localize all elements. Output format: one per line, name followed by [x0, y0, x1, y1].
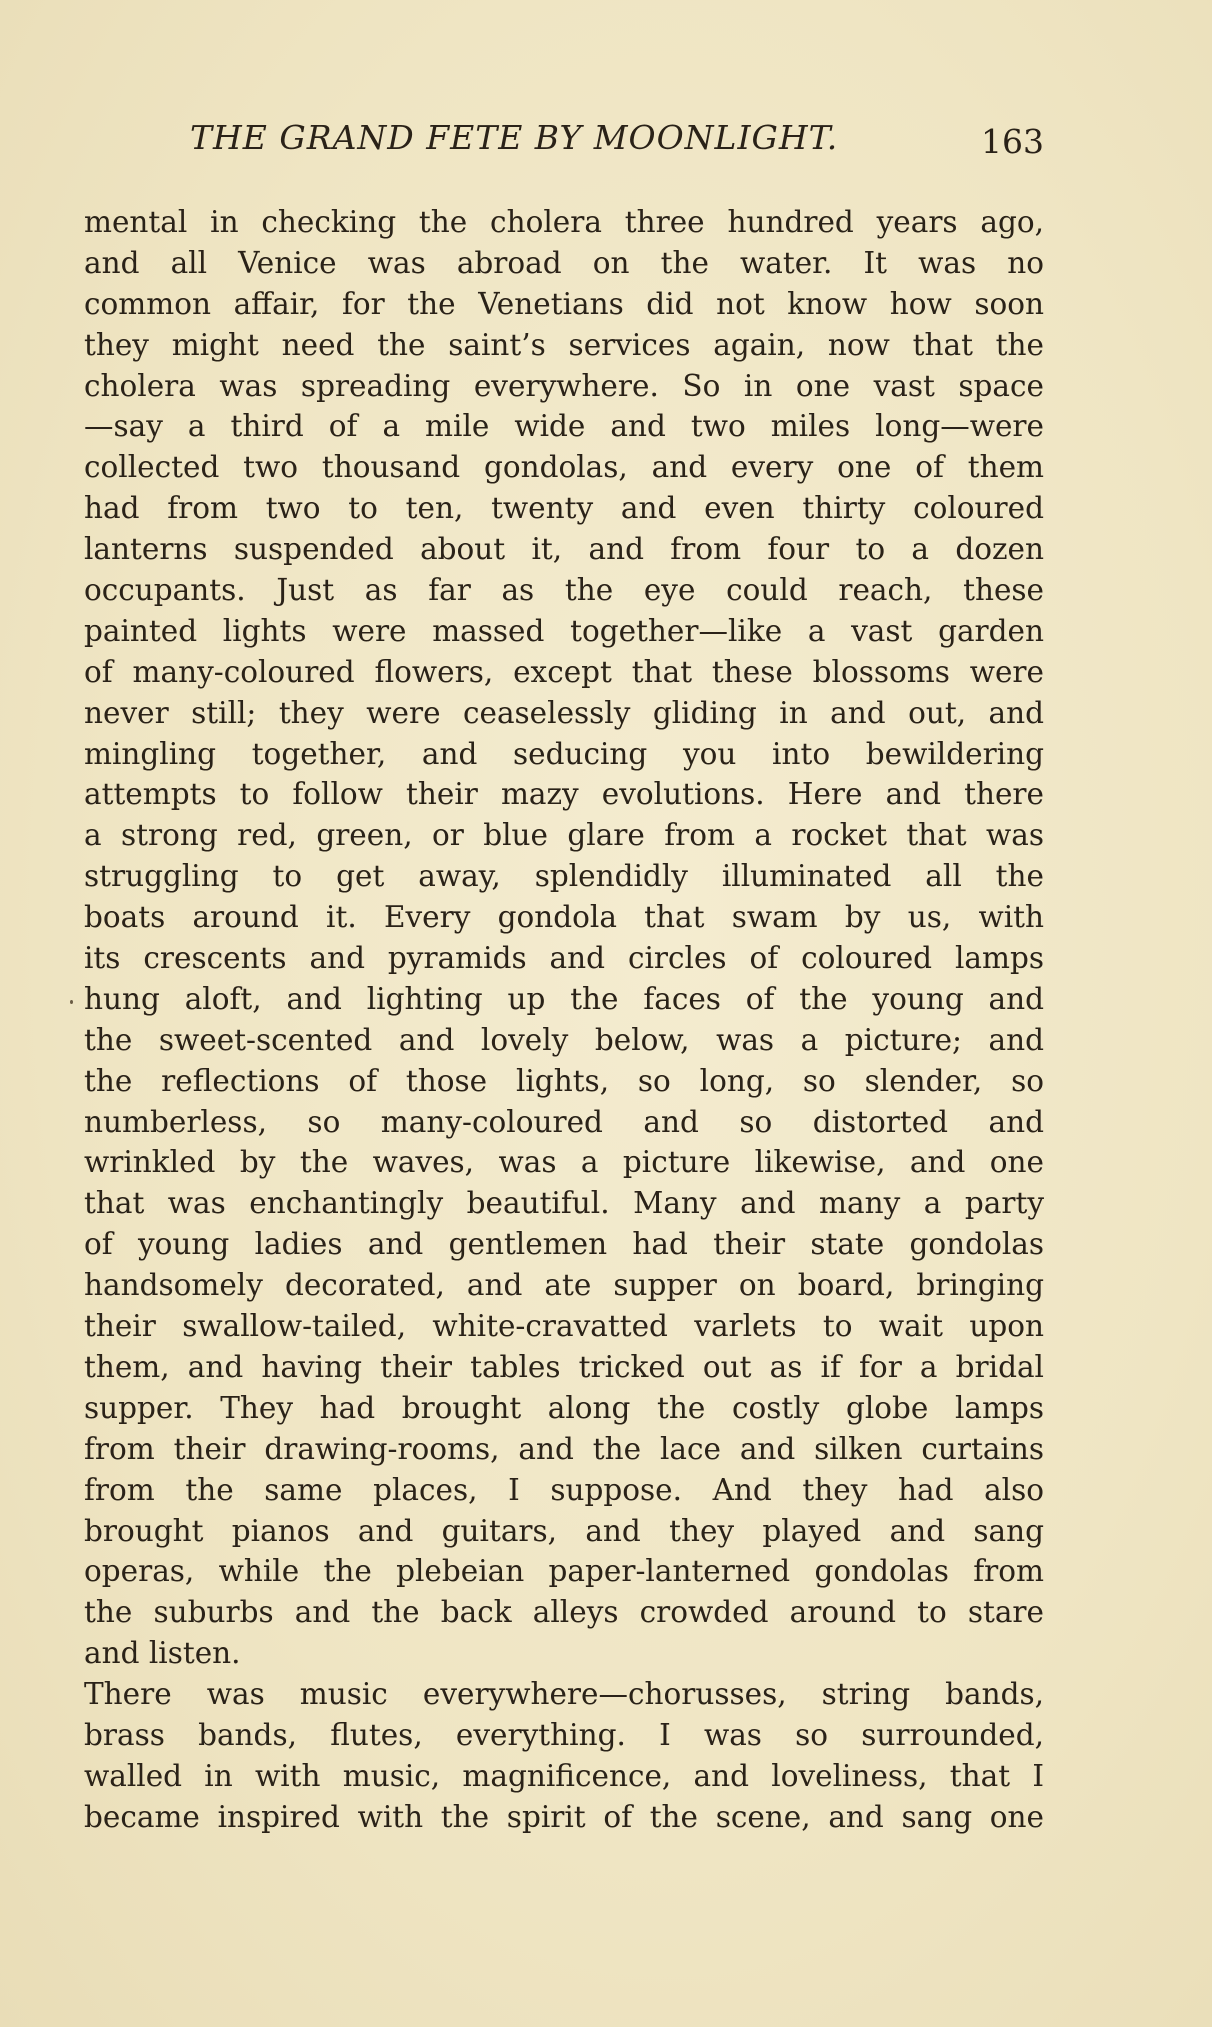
text-line: collected two thousand gondolas, and every one of them: [84, 450, 1044, 485]
text-line: cholera was spreading everywhere. So in one vast space: [84, 368, 1044, 403]
text-line: wrinkled by the waves, was a picture likewise, and one: [84, 1145, 1044, 1180]
text-line: of many-coloured flowers, except that these blossoms were: [84, 654, 1044, 689]
text-line: mingling together, and seducing you into bewildering: [84, 736, 1044, 771]
ink-speck: [70, 1000, 73, 1004]
page-number: 163: [981, 122, 1044, 161]
text-line: a strong red, green, or blue glare from a rocket that was: [84, 818, 1044, 853]
text-line: There was music everywhere—chorusses, string bands,: [84, 1677, 1044, 1712]
text-line: the suburbs and the back alleys crowded around to stare: [84, 1595, 1044, 1630]
text-line: brought pianos and guitars, and they played and sang: [84, 1513, 1044, 1548]
text-line: their swallow-tailed, white-cravatted varlets to wait upon: [84, 1309, 1044, 1344]
running-head: [84, 118, 1044, 168]
text-line: and listen.: [84, 1636, 241, 1671]
text-line: from their drawing-rooms, and the lace and silken curtains: [84, 1431, 1044, 1466]
text-line: attempts to follow their mazy evolutions. Here and there: [84, 777, 1044, 812]
text-line: boats around it. Every gondola that swam by us, with: [84, 900, 1044, 935]
text-line: that was enchantingly beautiful. Many and many a party: [84, 1186, 1044, 1221]
text-line: brass bands, flutes, everything. I was so surrounded,: [84, 1717, 1044, 1752]
text-line: became inspired with the spirit of the scene, and sang one: [84, 1799, 1044, 1834]
text-line: operas, while the plebeian paper-lanterned gondolas from: [84, 1554, 1044, 1589]
text-line: had from two to ten, twenty and even thirty coloured: [84, 491, 1044, 526]
body-text: [84, 202, 1044, 1838]
text-line: occupants. Just as far as the eye could reach, these: [84, 573, 1044, 608]
text-line: mental in checking the cholera three hundred years ago,: [84, 205, 1044, 239]
text-line: painted lights were massed together—like a vast garden: [84, 613, 1044, 648]
text-line: hung aloft, and lighting up the faces of the young and: [84, 981, 1044, 1016]
running-title: THE GRAND FETE BY MOONLIGHT.: [190, 118, 839, 157]
text-line: lanterns suspended about it, and from four to a dozen: [84, 532, 1044, 567]
text-line: they might need the saint’s services again, now that the: [84, 327, 1044, 362]
text-line: numberless, so many-coloured and so distorted and: [84, 1104, 1044, 1139]
text-line: the reflections of those lights, so long, so slender, so: [84, 1063, 1044, 1098]
text-line: the sweet-scented and lovely below, was a picture; and: [84, 1022, 1044, 1057]
text-line: them, and having their tables tricked out as if for a bridal: [84, 1349, 1044, 1384]
text-line: walled in with music, magnificence, and loveliness, that I: [84, 1758, 1044, 1793]
text-line: struggling to get away, splendidly illuminated all the: [84, 859, 1044, 894]
text-line: and all Venice was abroad on the water. It was no: [84, 245, 1044, 280]
text-line: its crescents and pyramids and circles of coloured lamps: [84, 941, 1044, 976]
text-line: handsomely decorated, and ate supper on board, bringing: [84, 1268, 1044, 1303]
text-line: of young ladies and gentlemen had their state gondolas: [84, 1227, 1044, 1262]
text-line: supper. They had brought along the costly globe lamps: [84, 1390, 1044, 1425]
text-line: never still; they were ceaselessly gliding in and out, and: [84, 695, 1044, 730]
text-line: —say a third of a mile wide and two miles long—were: [84, 409, 1044, 444]
paragraph-1: [84, 202, 1044, 1674]
text-line: from the same places, I suppose. And they had also: [84, 1472, 1044, 1507]
paragraph-2: [84, 1674, 1044, 1838]
text-line: common affair, for the Venetians did not know how soon: [84, 286, 1044, 321]
